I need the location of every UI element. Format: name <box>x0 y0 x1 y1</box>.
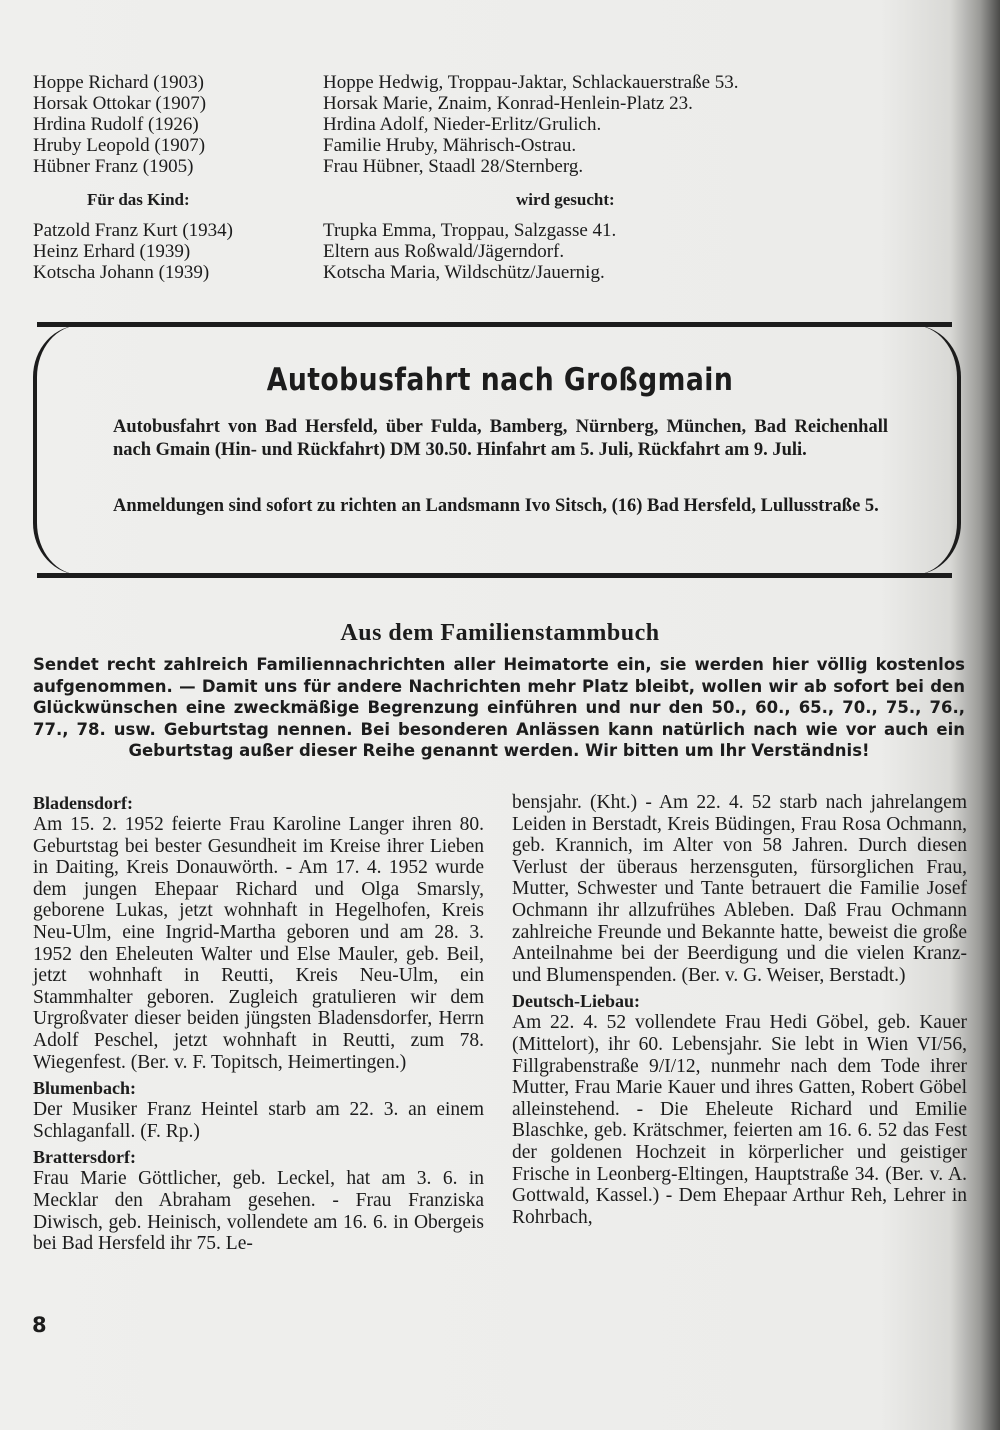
list-item: Horsak Marie, Znaim, Konrad-Henlein-Platz 23. <box>323 93 693 114</box>
list-item: Eltern aus Roßwald/Jägerndorf. <box>323 241 565 262</box>
list-item: Kotscha Maria, Wildschütz/Jauernig. <box>323 262 605 283</box>
notice-bottom-rule <box>37 573 952 578</box>
text-column-left <box>33 792 484 1255</box>
list-item: Hruby Leopold (1907) <box>33 135 206 156</box>
entry-deutsch-liebau: Am 22. 4. 52 vollendete Frau Hedi Göbel, geb. Kauer (Mittelort), ihr 60. Lebensjahr. Sie lebt in Wien VI/56, Fillgrabenstraße 9/I/12, nunmehr nach dem Tode ihrer Mutter, Frau Marie Kauer und ihres Gatten, Robert Göbel alleinstehend. - Die Eheleute Richard und Emilie Blaschke, geb. Krätschmer, feierten am 16. 6. 52 das Fest der goldenen Hochzeit in körperlicher und geistiger Frische in Leonberg-Eltingen, Hauptstraße 34. (Ber. v. A. Gottwald, Kassel.) - Dem Ehepaar Arthur Reh, Lehrer in Rohrbach, <box>512 1012 967 1228</box>
gesucht-heading: wird gesucht: <box>516 190 615 209</box>
list-item: Horsak Ottokar (1907) <box>33 93 207 114</box>
bus-notice-registration: Anmeldungen sind sofort zu richten an Landsmann Ivo Sitsch, (16) Bad Hersfeld, Lullusstraße 5. <box>113 496 879 516</box>
entry-brattersdorf: Frau Marie Göttlicher, geb. Leckel, hat am 3. 6. in Mecklar den Abraham gesehen. - Frau Franziska Diwisch, geb. Heinisch, vollendete am 16. 6. in Obergeis bei Bad Hersfeld ihr 75. Le- <box>33 1168 484 1255</box>
list-item: Heinz Erhard (1939) <box>33 241 191 262</box>
list-item: Patzold Franz Kurt (1934) <box>33 220 233 241</box>
text-column-right <box>512 792 967 1228</box>
entry-bladensdorf: Am 15. 2. 1952 feierte Frau Karoline Langer ihren 80. Geburtstag bei bester Gesundheit im Kreise ihrer Lieben in Daiting, Kreis Donauwörth. - Am 17. 4. 1952 wurde dem jungen Ehepaar Richard und Olga Smarsly, geborene Lukas, jetzt wohnhaft in Hegelhofen, Kreis Neu-Ulm, eine Ingrid-Martha geboren und am 28. 3. 1952 den Eheleuten Walter und Else Mauler, geb. Beil, jetzt wohnhaft in Reutti, Kreis Neu-Ulm, ein Stammhalter geboren. Zugleich gratulieren wir dem Urgroßvater dieser beiden jüngsten Bladensdorfer, Herrn Adolf Peschel, jetzt wohnhaft in Reutti, zum 78. Wiegenfest. (Ber. v. F. Topitsch, Heimertingen.) <box>33 814 484 1073</box>
list-item: Frau Hübner, Staadl 28/Sternberg. <box>323 156 584 177</box>
list-item: Hübner Franz (1905) <box>33 156 194 177</box>
section-intro: Sendet recht zahlreich Familiennachrichten aller Heimatorte ein, sie werden hier völlig kostenlos aufgenommen. — Damit uns für andere Nachrichten mehr Platz bleibt, wollen wir ab sofort bei den Glückwünschen eine zweckmäßige Begrenzung einführen und nur den 50., 60., 65., 70., 75., 76., 77., 78. usw. Geburtstag nennen. Bei besonderen Anlässen kann natürlich nach wie vor auch ein Geburtstag außer dieser Reihe genannt werden. Wir bitten um Ihr Verständnis! <box>33 655 965 760</box>
entry-brattersdorf-continued: bensjahr. (Kht.) - Am 22. 4. 52 starb nach jahrelangem Leiden in Berstadt, Kreis Büdingen, Frau Rosa Ochmann, geb. Krannich, im Alter von 58 Jahren. Durch diesen Verlust der überaus herzensguten, fürsorglichen Frau, Mutter, Schwester und Tante betrauert die Familie Josef Ochmann ihr allzufrühes Ableben. Daß Frau Ochmann zahlreiche Freunde und Bekannte hatte, beweist die große Anteilnahme bei der Beerdigung und die vielen Kranz- und Blumenspenden. (Ber. v. G. Weiser, Berstadt.) <box>512 792 967 986</box>
section-title: Aus dem Familienstammbuch <box>340 620 660 646</box>
place-heading-bladensdorf: Bladensdorf: <box>33 793 134 813</box>
list-item: Kotscha Johann (1939) <box>33 262 210 283</box>
list-item: Hoppe Hedwig, Troppau-Jaktar, Schlackauerstraße 53. <box>323 72 739 93</box>
list-item: Hrdina Adolf, Nieder-Erlitz/Grulich. <box>323 114 602 135</box>
entry-blumenbach: Der Musiker Franz Heintel starb am 22. 3. an einem Schlaganfall. (F. Rp.) <box>33 1099 484 1142</box>
list-item: Trupka Emma, Troppau, Salzgasse 41. <box>323 220 617 241</box>
list-item: Hoppe Richard (1903) <box>33 72 204 93</box>
list-item: Familie Hruby, Mährisch-Ostrau. <box>323 135 577 156</box>
children-names <box>33 220 233 283</box>
kind-heading: Für das Kind: <box>87 190 190 209</box>
page-number: 8 <box>32 1313 47 1337</box>
place-heading-blumenbach: Blumenbach: <box>33 1078 137 1099</box>
list-item: Hrdina Rudolf (1926) <box>33 114 199 135</box>
bus-notice-title: Autobusfahrt nach Großgmain <box>266 362 734 398</box>
place-heading-brattersdorf: Brattersdorf: <box>33 1147 136 1168</box>
place-heading-deutsch-liebau: Deutsch-Liebau: <box>512 991 641 1012</box>
searched-relatives <box>323 220 616 283</box>
missing-persons-names <box>33 72 206 177</box>
bus-notice-route: Autobusfahrt von Bad Hersfeld, über Fulda, Bamberg, Nürnberg, München, Bad Reichenhall nach Gmain (Hin- und Rückfahrt) DM 30.50. Hinfahrt am 5. Juli, Rückfahrt am 9. Juli. <box>113 417 888 460</box>
searching-persons <box>323 72 739 177</box>
